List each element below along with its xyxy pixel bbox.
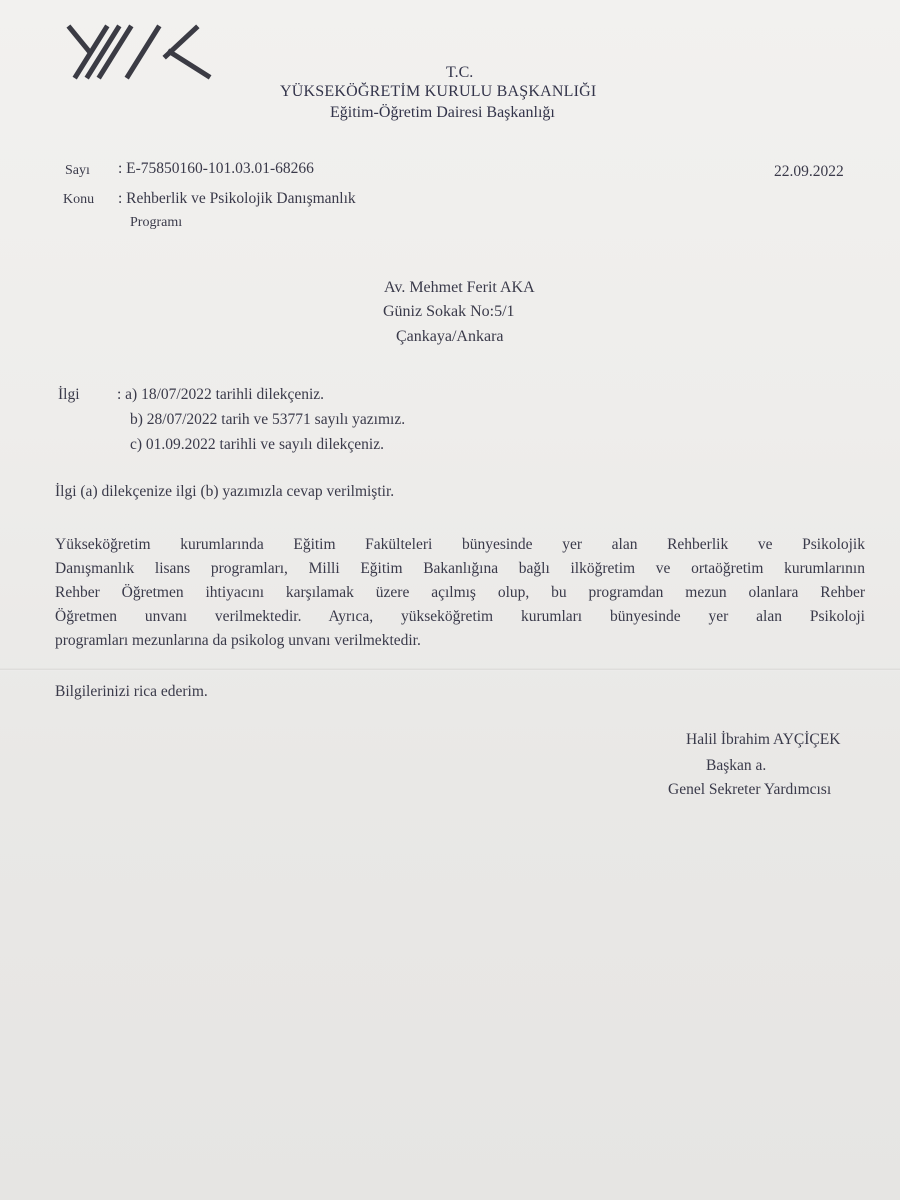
signer-title-2: Genel Sekreter Yardımcısı [668,781,832,798]
closing-text: Bilgilerinizi rica ederim. [55,683,208,700]
paragraph-line: Yükseköğretim kurumlarında Eğitim Fakülteleri bünyesinde yer alan Rehberlik ve Psikolojik [55,536,865,553]
konu-label: Konu [63,192,95,207]
paragraph-line: Rehber Öğretmen ihtiyacını karşılamak üzere açılmış olup, bu programdan mezun olanlara Rehber [55,584,865,601]
paragraph-main [55,533,865,653]
konu-value: : Rehberlik ve Psikolojik Danışmanlık [118,190,356,207]
document-date: 22.09.2022 [774,163,844,180]
paragraph-line: programları mezunlarına da psikolog unvanı verilmektedir. [55,632,421,649]
ilgi-item-c: c) 01.09.2022 tarihli ve sayılı dilekçeniz. [130,436,384,453]
header-institution: YÜKSEKÖĞRETİM KURULU BAŞKANLIĞI [280,83,597,100]
header-department: Eğitim-Öğretim Dairesi Başkanlığı [330,104,555,121]
signer-title-1: Başkan a. [706,757,767,774]
recipient-city: Çankaya/Ankara [396,328,504,345]
sayi-value: : E-75850160-101.03.01-68266 [118,160,314,177]
paper-fold [0,668,900,671]
ilgi-label: İlgi [58,386,80,403]
yok-logo [66,22,216,82]
signer-name: Halil İbrahim AYÇİÇEK [686,731,841,748]
paragraph-reply: İlgi (a) dilekçenize ilgi (b) yazımızla cevap verilmiştir. [55,483,395,500]
ilgi-item-a: : a) 18/07/2022 tarihli dilekçeniz. [117,386,325,403]
sayi-label: Sayı [65,163,90,178]
konu-value-cont: Programı [130,215,183,230]
paragraph-line: Öğretmen unvanı verilmektedir. Ayrıca, yükseköğretim kurumları bünyesinde yer alan Psikoloji [55,608,865,625]
header-tc: T.C. [446,64,474,81]
recipient-name: Av. Mehmet Ferit AKA [384,279,535,296]
ilgi-item-b: b) 28/07/2022 tarih ve 53771 sayılı yazımız. [130,411,406,428]
recipient-address: Güniz Sokak No:5/1 [383,303,515,320]
paragraph-line: Danışmanlık lisans programları, Milli Eğitim Bakanlığına bağlı ilköğretim ve ortaöğretim kurumlarının [55,560,865,577]
